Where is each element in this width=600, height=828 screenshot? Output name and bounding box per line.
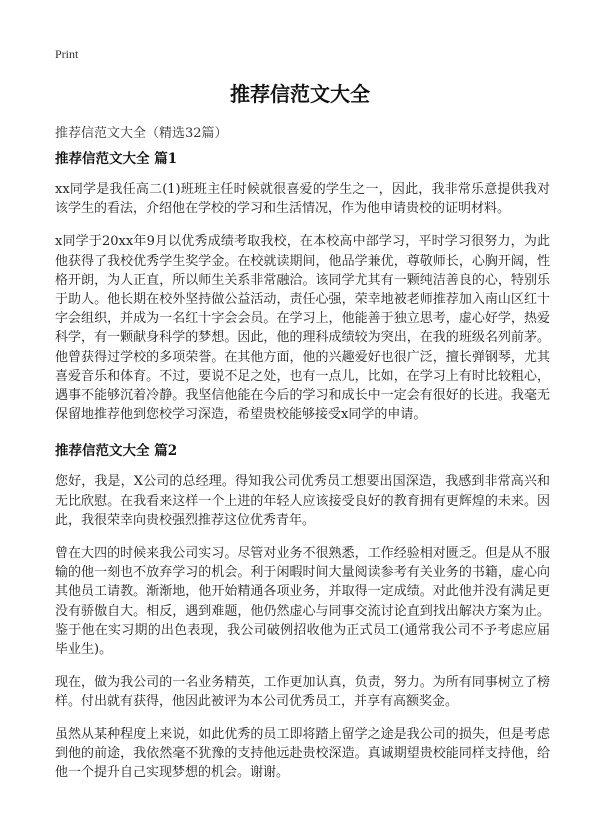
paragraph: 曾在大四的时候来我公司实习。尽管对业务不很熟悉，工作经验相对匮乏。但是从不服输的他一刻也不放弃学习的机会。利于闲暇时间大量阅读参考有关业务的书籍，虚心向其他员工请教。渐渐地，他开始精通各项业务，并取得一定成绩。对此他并没有满足更没有骄傲自大。相反，遇到难题，他仍然虚心与同事交流讨论直到找出解决方案为止。鉴于他在实习期的出色表现，我公司破例招收他为正式员工(通常我公司不予考虑应届毕业生)。 <box>55 546 550 658</box>
paragraph: xx同学是我任高二(1)班班主任时候就很喜爱的学生之一，因此，我非常乐意提供我对该学生的看法，介绍他在学校的学习和生活情况，作为他申请贵校的证明材料。 <box>55 182 550 217</box>
paragraph: x同学于20xx年9月以优秀成绩考取我校，在本校高中部学习，平时学习很努力，为此他获得了我校优秀学生奖学金。在校就读期间，他品学兼优，尊敬师长，心胸开阔，性格开朗，为人正直，所以师生关系非常融洽。该同学尤其有一颗纯洁善良的心，特别乐于助人。他长期在校外坚持做公益活动，责任心强，荣幸地被老师推荐加入南山区红十字会组织，并成为一名红十字会会员。在学习上，他能善于独立思考，虚心好学，热爱科学，有一颗献身科学的梦想。因此，他的理科成绩较为突出，在我的班级名列前茅。他曾获得过学校的多项荣誉。在其他方面，他的兴趣爱好也很广泛，擅长弹钢琴，尤其喜爱音乐和体育。不过，要说不足之处，也有一点儿，比如，在学习上有时比较粗心，遇事不能够沉着冷静。我坚信他能在今后的学习和成长中一定会有很好的长进。我毫无保留地推荐他到您校学习深造，希望贵校能够接受x同学的申请。 <box>55 234 550 423</box>
paragraph: 您好，我是，X公司的总经理。得知我公司优秀员工想要出国深造，我感到非常高兴和无比欣慰。在我看来这样一个上进的年轻人应该接受良好的教育拥有更辉煌的未来。因此，我很荣幸向贵校强烈推荐这位优秀青年。 <box>55 474 550 528</box>
paragraph: 虽然从某种程度上来说，如此优秀的员工即将踏上留学之途是我公司的损失，但是考虑到他的前途，我依然毫不犹豫的支持他远赴贵校深造。真诚期望贵校能同样支持他，给他一个提升自己实现梦想的机会。谢谢。 <box>55 726 550 781</box>
section-title: 推荐信范文大全 篇1 <box>55 151 178 167</box>
paragraph: 现在，做为我公司的一名业务精英，工作更加认真，负责，努力。为所有同事树立了榜样。付出就有获得，他因此被评为本公司优秀员工，并享有高额奖金。 <box>55 675 550 710</box>
section-2 <box>55 442 550 782</box>
section-title: 推荐信范文大全 篇2 <box>55 443 178 460</box>
section-1 <box>55 150 550 424</box>
print-link[interactable]: Print <box>55 47 79 61</box>
document-body <box>55 150 550 795</box>
page-title: 推荐信范文大全 <box>230 82 370 106</box>
document-subtitle: 推荐信范文大全（精选32篇） <box>55 126 228 141</box>
